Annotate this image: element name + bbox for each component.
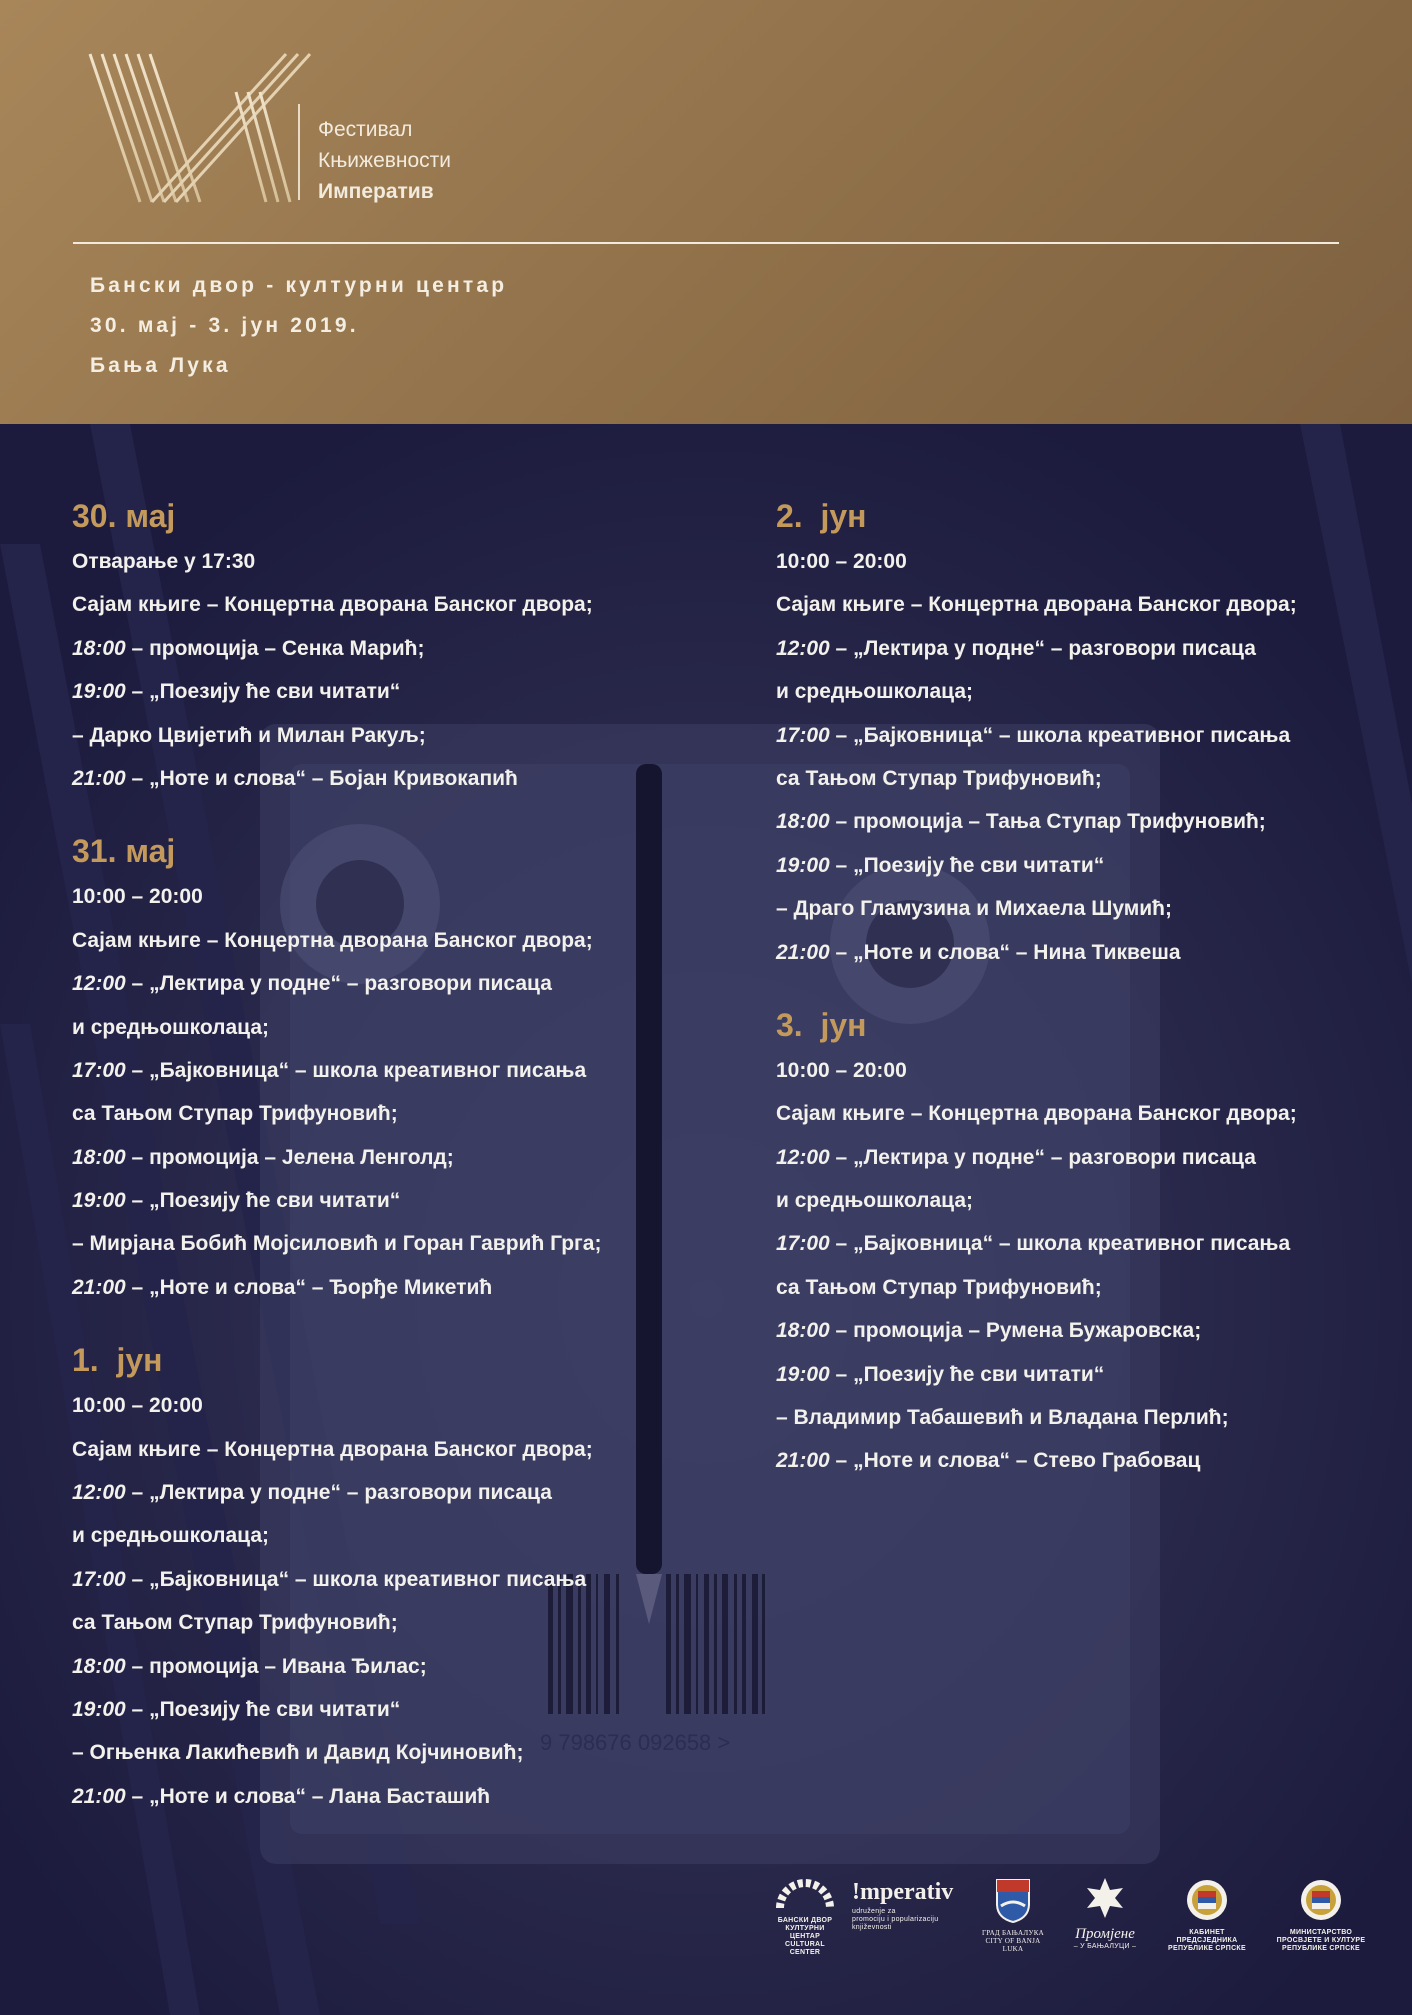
schedule-line xyxy=(72,1428,672,1471)
event-time: 19:00 xyxy=(72,1697,126,1721)
sponsor-caption: БАНСКИ ДВОР xyxy=(777,1917,833,1924)
sponsor-caption: ПРОСВЈЕТЕ И КУЛТУРЕ xyxy=(1276,1937,1366,1944)
event-text: – „Ноте и слова“ – Нина Тиквеша xyxy=(829,940,1181,964)
schedule-line xyxy=(72,962,672,1005)
day-block xyxy=(72,827,672,1309)
schedule-line xyxy=(776,714,1376,757)
event-text: и средњошколаца; xyxy=(776,1189,974,1213)
event-time: 12:00 xyxy=(776,636,830,660)
event-time: 18:00 xyxy=(776,1319,830,1343)
event-time: 18:00 xyxy=(72,1654,126,1678)
schedule-line xyxy=(72,1601,672,1644)
event-text: Сајам књиге – Концертна дворана Банског двора; xyxy=(72,928,593,952)
festival-name-line-1: Фестивал xyxy=(318,118,413,141)
sponsor-caption: РЕПУБЛИКЕ СРПСКЕ xyxy=(1168,1945,1246,1952)
festival-city: Бања Лука xyxy=(90,354,231,377)
event-text: – „Поезију ће сви читати“ xyxy=(125,1697,401,1721)
event-text: – промоција – Ивана Ђилас; xyxy=(125,1654,427,1678)
event-text: – промоција – Јелена Ленголд; xyxy=(125,1145,454,1169)
event-text: – „Поезију ће сви читати“ xyxy=(829,1362,1105,1386)
event-time: 21:00 xyxy=(776,940,830,964)
event-time: 17:00 xyxy=(776,723,830,747)
event-time: 17:00 xyxy=(72,1567,126,1591)
event-text: – Владимир Табашевић и Владана Перлић; xyxy=(776,1406,1229,1430)
schedule-line xyxy=(776,1309,1376,1352)
event-text: са Тањом Ступар Трифуновић; xyxy=(72,1611,398,1635)
schedule-line xyxy=(72,540,672,583)
event-text: – „Бајковница“ – школа креативног писања xyxy=(125,1058,587,1082)
event-text: – Мирјана Бобић Мојсиловић и Горан Гаврић Грга; xyxy=(72,1232,602,1256)
event-text: – „Поезију ће сви читати“ xyxy=(125,1189,401,1213)
event-time: 21:00 xyxy=(72,1784,126,1808)
header-divider xyxy=(73,242,1339,244)
sponsor-caption: ГРАД БАЊАЛУКА xyxy=(981,1929,1045,1937)
festival-name-line-3: Императив xyxy=(318,180,434,203)
festival-name xyxy=(318,114,451,207)
event-text: и средњошколаца; xyxy=(776,680,974,704)
schedule-line xyxy=(776,1439,1376,1482)
day-title: 30. мај xyxy=(72,498,176,534)
event-text: – „Лектира у подне“ – разговори писаца xyxy=(829,636,1256,660)
schedule-line xyxy=(72,1688,672,1731)
sponsor-caption: ПРЕДСЈЕДНИКА xyxy=(1176,1937,1238,1944)
event-text: са Тањом Ступар Трифуновић; xyxy=(776,766,1102,790)
sponsor-caption: КАБИНЕТ xyxy=(1189,1929,1225,1936)
schedule-line xyxy=(776,1266,1376,1309)
event-time: 19:00 xyxy=(72,1189,126,1213)
sponsor-caption: udruženje za xyxy=(852,1908,896,1915)
event-text: – „Лектира у подне“ – разговори писаца xyxy=(125,1481,552,1505)
day-title: 3. јун xyxy=(776,1006,867,1043)
barcode-digits: 9 798676 092658 > xyxy=(540,1730,731,1755)
schedule-line xyxy=(776,1222,1376,1265)
event-text: – Огњенка Лакићевић и Давид Којчиновић; xyxy=(72,1741,524,1765)
schedule-line xyxy=(72,757,672,800)
event-time: 19:00 xyxy=(776,853,830,877)
day-block xyxy=(72,1336,672,1818)
banski-dvor-icon xyxy=(776,1876,834,1912)
schedule-line xyxy=(72,1092,672,1135)
event-text: – „Бајковница“ – школа креативног писања xyxy=(829,1232,1291,1256)
schedule-line xyxy=(776,1353,1376,1396)
leaf-icon xyxy=(1083,1876,1127,1920)
event-text: – промоција – Румена Бужаровска; xyxy=(829,1319,1202,1343)
sponsor-promjene xyxy=(1070,1876,1140,1960)
event-time: 12:00 xyxy=(776,1145,830,1169)
event-text: – промоција – Сенка Марић; xyxy=(125,636,425,660)
event-text: – промоција – Тања Ступар Трифуновић; xyxy=(829,810,1266,834)
sponsor-caption: književnosti xyxy=(852,1924,892,1931)
schedule-line xyxy=(776,887,1376,930)
schedule-line xyxy=(72,875,672,918)
schedule-column-right xyxy=(776,492,1376,1510)
event-text: и средњошколаца; xyxy=(72,1524,270,1548)
event-time: 17:00 xyxy=(776,1232,830,1256)
schedule-line xyxy=(776,844,1376,887)
schedule-line xyxy=(776,670,1376,713)
event-text: Сајам књиге – Концертна дворана Банског двора; xyxy=(72,593,593,617)
event-text: – Драго Гламузина и Михаела Шумић; xyxy=(776,897,1173,921)
day-block xyxy=(72,492,672,800)
schedule-line xyxy=(72,1136,672,1179)
day-title: 2. јун xyxy=(776,498,867,534)
event-time: 19:00 xyxy=(72,680,126,704)
schedule-line xyxy=(776,583,1376,626)
sponsor-banski-dvor xyxy=(770,1876,840,1960)
event-time: 19:00 xyxy=(776,1362,830,1386)
schedule-column-left xyxy=(72,492,672,1845)
schedule-line xyxy=(72,583,672,626)
schedule-line xyxy=(776,540,1376,583)
schedule-line xyxy=(72,1179,672,1222)
schedule-line xyxy=(776,800,1376,843)
schedule-line xyxy=(72,714,672,757)
event-text: и средњошколаца; xyxy=(72,1015,270,1039)
schedule-line xyxy=(72,1731,672,1774)
schedule-line xyxy=(72,1384,672,1427)
event-text: 10:00 – 20:00 xyxy=(72,1394,203,1418)
event-time: 12:00 xyxy=(72,1481,126,1505)
schedule-line xyxy=(72,1222,672,1265)
day-title: 1. јун xyxy=(72,1342,163,1379)
republic-coat-of-arms-icon xyxy=(1185,1876,1229,1924)
event-text: Сајам књиге – Концертна дворана Банског двора; xyxy=(776,593,1297,617)
promjene-wordmark: Промјене xyxy=(1075,1926,1135,1942)
event-text: са Тањом Ступар Трифуновић; xyxy=(72,1102,398,1126)
event-text: Отварање у 17:30 xyxy=(72,550,256,573)
event-time: 18:00 xyxy=(72,1145,126,1169)
schedule-line xyxy=(776,1092,1376,1135)
schedule-line xyxy=(72,1775,672,1818)
event-text: – „Бајковница“ – школа креативног писања xyxy=(125,1567,587,1591)
event-time: 21:00 xyxy=(72,1275,126,1299)
sponsor-caption: КУЛТУРНИ ЦЕНТАР xyxy=(785,1925,825,1940)
schedule-line xyxy=(72,1049,672,1092)
city-crest-icon xyxy=(993,1876,1033,1924)
event-text: – „Ноте и слова“ – Стево Грабовац xyxy=(829,1449,1201,1473)
event-text: – „Поезију ће сви читати“ xyxy=(125,680,401,704)
event-time: 21:00 xyxy=(776,1449,830,1473)
venue-name: Бански двор - културни центар xyxy=(90,274,508,297)
event-time: 18:00 xyxy=(72,636,126,660)
event-text: 10:00 – 20:00 xyxy=(776,550,907,573)
venue-info xyxy=(90,266,507,386)
sponsor-ministarstvo xyxy=(1266,1876,1376,1960)
schedule-line xyxy=(776,1049,1376,1092)
schedule-line xyxy=(72,1514,672,1557)
festival-dates: 30. мај - 3. јун 2019. xyxy=(90,314,359,337)
event-text: – „Лектира у подне“ – разговори писаца xyxy=(125,972,552,996)
event-text: Сајам књиге – Концертна дворана Банског двора; xyxy=(776,1102,1297,1126)
sponsor-kabinet xyxy=(1162,1876,1252,1960)
event-text: – „Лектира у подне“ – разговори писаца xyxy=(829,1145,1256,1169)
schedule-line xyxy=(72,1266,672,1309)
event-text: – „Ноте и слова“ – Ђорђе Микетић xyxy=(125,1275,493,1299)
imperativ-wordmark: !mperativ xyxy=(852,1879,954,1905)
schedule-line xyxy=(776,1179,1376,1222)
event-text: – „Бајковница“ – школа креативног писања xyxy=(829,723,1291,747)
event-text: са Тањом Ступар Трифуновић; xyxy=(776,1275,1102,1299)
sponsor-caption: CITY OF BANJA LUKA xyxy=(985,1937,1041,1953)
event-text: 10:00 – 20:00 xyxy=(72,885,203,909)
festival-name-line-2: Књижевности xyxy=(318,149,452,172)
schedule-line xyxy=(72,919,672,962)
sponsor-logos xyxy=(770,1876,1400,1960)
schedule-line xyxy=(72,1471,672,1514)
day-block xyxy=(776,1001,1376,1483)
day-title: 31. мај xyxy=(72,833,176,870)
ministry-coat-of-arms-icon xyxy=(1299,1876,1343,1924)
schedule-line xyxy=(72,1645,672,1688)
event-text: – Дарко Цвијетић и Милан Ракуљ; xyxy=(72,723,426,747)
festival-logo-mark xyxy=(86,52,316,204)
sponsor-caption: – У БАЊАЛУЦИ – xyxy=(1073,1943,1137,1950)
schedule-line xyxy=(72,1006,672,1049)
sponsor-caption: МИНИСТАРСТВО xyxy=(1289,1929,1353,1936)
event-text: – „Поезију ће сви читати“ xyxy=(829,853,1105,877)
schedule-line xyxy=(776,1396,1376,1439)
day-block xyxy=(776,492,1376,974)
schedule-line xyxy=(776,757,1376,800)
sponsor-imperativ xyxy=(852,1876,952,1960)
schedule-line xyxy=(72,670,672,713)
header-banner xyxy=(0,0,1412,424)
sponsor-caption: CULTURAL CENTER xyxy=(785,1941,825,1956)
sponsor-caption: promociju i popularizaciju xyxy=(852,1916,939,1923)
sponsor-grad-banjaluka xyxy=(978,1876,1048,1960)
schedule-line xyxy=(776,627,1376,670)
logo-divider xyxy=(298,104,300,200)
event-text: – „Ноте и слова“ – Лана Басташић xyxy=(125,1784,491,1808)
event-time: 12:00 xyxy=(72,972,126,996)
event-text: – „Ноте и слова“ – Бојан Кривокапић xyxy=(125,766,518,790)
event-text: Сајам књиге – Концертна дворана Банског двора; xyxy=(72,1437,593,1461)
schedule-line xyxy=(776,931,1376,974)
event-time: 18:00 xyxy=(776,810,830,834)
schedule-line xyxy=(72,1558,672,1601)
event-text: 10:00 – 20:00 xyxy=(776,1058,907,1082)
schedule-line xyxy=(72,627,672,670)
event-time: 21:00 xyxy=(72,766,126,790)
sponsor-caption: РЕПУБЛИКЕ СРПСКЕ xyxy=(1282,1945,1360,1952)
schedule-line xyxy=(776,1136,1376,1179)
event-time: 17:00 xyxy=(72,1058,126,1082)
